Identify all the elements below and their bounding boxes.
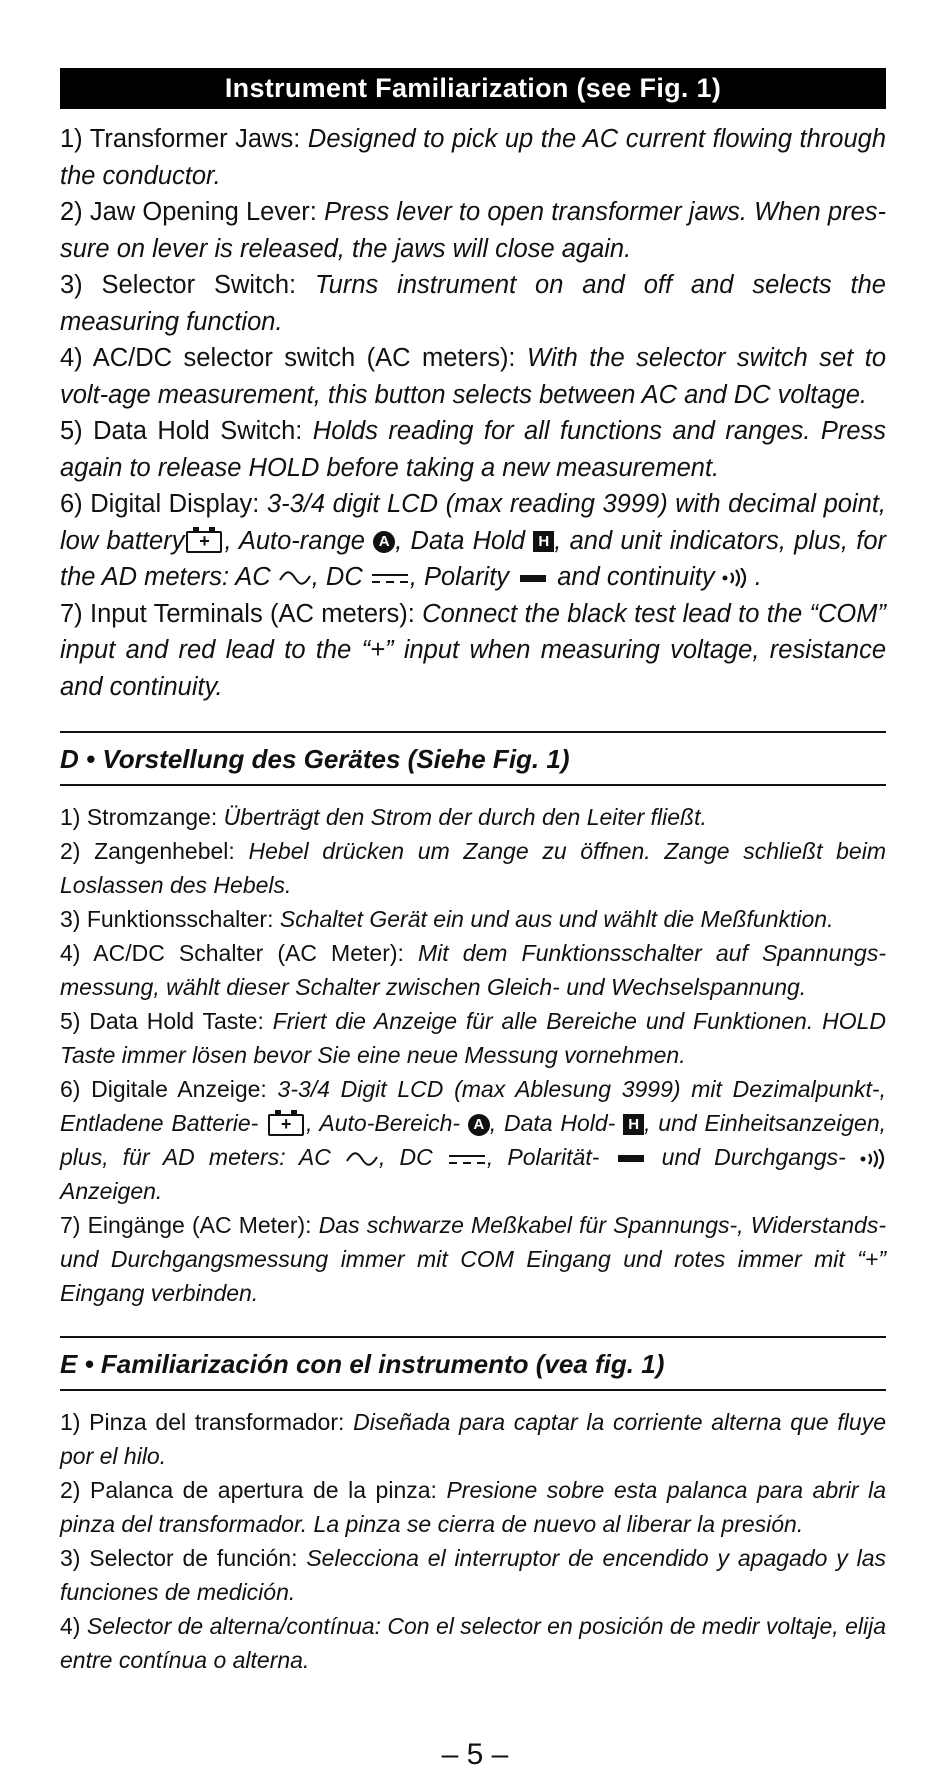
data-hold-icon: H: [533, 531, 554, 552]
continuity-icon: [860, 1149, 886, 1169]
page-number: – 5 –: [441, 1738, 509, 1771]
list-item: 2) Palanca de apertura de la pinza: Presione sobre esta palanca para abrir la pinza del transformador. La pinza se cierra de nuevo al liberar la presión.: [60, 1477, 887, 1537]
list-item: 4) Selector de alterna/contínua: Con el selector en posición de medir voltaje, elija entre contínua o alterna.: [60, 1613, 887, 1673]
data-hold-icon: H: [623, 1114, 644, 1135]
list-item: 2) Jaw Opening Lever: Press lever to open transformer jaws. When pres-sure on lever is released, the jaws will close again.: [60, 198, 886, 263]
english-section-title: Instrument Familiarization (see Fig. 1): [60, 68, 886, 109]
spanish-section: [60, 1405, 886, 1677]
list-item: 5) Data Hold Switch: Holds reading for all functions and ranges. Press again to release HOLD before taking a new measurement.: [60, 417, 887, 482]
auto-range-icon: A: [468, 1114, 490, 1136]
list-item: 5) Data Hold Taste: Friert die Anzeige für alle Bereiche und Funktionen. HOLD Taste immer lösen bevor Sie eine neue Messung vornehmen.: [60, 1008, 886, 1068]
german-section-title: D • Vorstellung des Gerätes (Siehe Fig. 1): [60, 733, 886, 786]
battery-icon: +: [268, 1114, 304, 1136]
auto-range-icon: A: [373, 531, 395, 553]
continuity-icon: [722, 568, 748, 588]
ac-wave-icon: [278, 570, 312, 586]
polarity-icon: [618, 1155, 644, 1162]
list-item: 1) Pinza del transformador: Diseñada para captar la corriente alterna que fluye por el hilo.: [60, 1409, 886, 1469]
list-item: 4) AC/DC Schalter (AC Meter): Mit dem Funktionsschalter auf Spannungs-messung, wählt dieser Schalter zwischen Gleich- und Wechselspannung.: [60, 940, 886, 1000]
german-section: [60, 800, 886, 1310]
ac-wave-icon: [345, 1151, 379, 1167]
list-item: 3) Selector Switch: Turns instrument on and off and selects the measuring function.: [60, 271, 886, 336]
list-item: 7) Input Terminals (AC meters): Connect the black test lead to the “COM” input and red lead to the “+” input when measuring voltage, resistance and continuity.: [60, 599, 886, 701]
list-item-display: 6) Digitale Anzeige: 3-3/4 Digit LCD (max Ablesung 3999) mit Dezimalpunkt-, Entladene Batterie- + , Auto-Bereich- A , Data Hold- H , und Einheitsanzeigen, plus, für AD meters: AC , DC , Polarität- und Durchgangs- Anzeigen.: [60, 1076, 887, 1204]
list-item: 2) Zangenhebel: Hebel drücken um Zange zu öffnen. Zange schließt beim Loslassen des Hebels.: [60, 838, 886, 898]
list-item: 3) Selector de función: Selecciona el interruptor de encendido y apagado y las funciones de medición.: [60, 1545, 886, 1605]
spanish-section-title: E • Familiarización con el instrumento (vea fig. 1): [60, 1338, 886, 1391]
battery-icon: +: [186, 531, 222, 553]
dc-icon: [370, 570, 410, 586]
list-item-display: 6) Digital Display: 3-3/4 digit LCD (max reading 3999) with decimal point, low battery + , Auto-range A , Data Hold H , and unit indicators, plus, for the AD meters: AC , DC , Polarity and continuity .: [60, 490, 887, 591]
dc-icon: [447, 1151, 487, 1167]
page-content: [60, 68, 886, 1677]
list-item: 1) Transformer Jaws: Designed to pick up the AC current flowing through the conductor.: [60, 125, 887, 190]
list-item: 4) AC/DC selector switch (AC meters): With the selector switch set to volt-age measurement, this button selects between AC and DC voltage.: [60, 344, 886, 409]
polarity-icon: [520, 575, 546, 582]
list-item: 3) Funktionsschalter: Schaltet Gerät ein und aus und wählt die Meßfunktion.: [60, 906, 834, 932]
list-item: 7) Eingänge (AC Meter): Das schwarze Meßkabel für Spannungs-, Widerstands- und Durchgangsmessung immer mit COM Eingang und rotes immer mit “+” Eingang verbinden.: [60, 1212, 886, 1306]
english-section: [60, 121, 886, 705]
list-item: 1) Stromzange: Überträgt den Strom der durch den Leiter fließt.: [60, 804, 707, 830]
